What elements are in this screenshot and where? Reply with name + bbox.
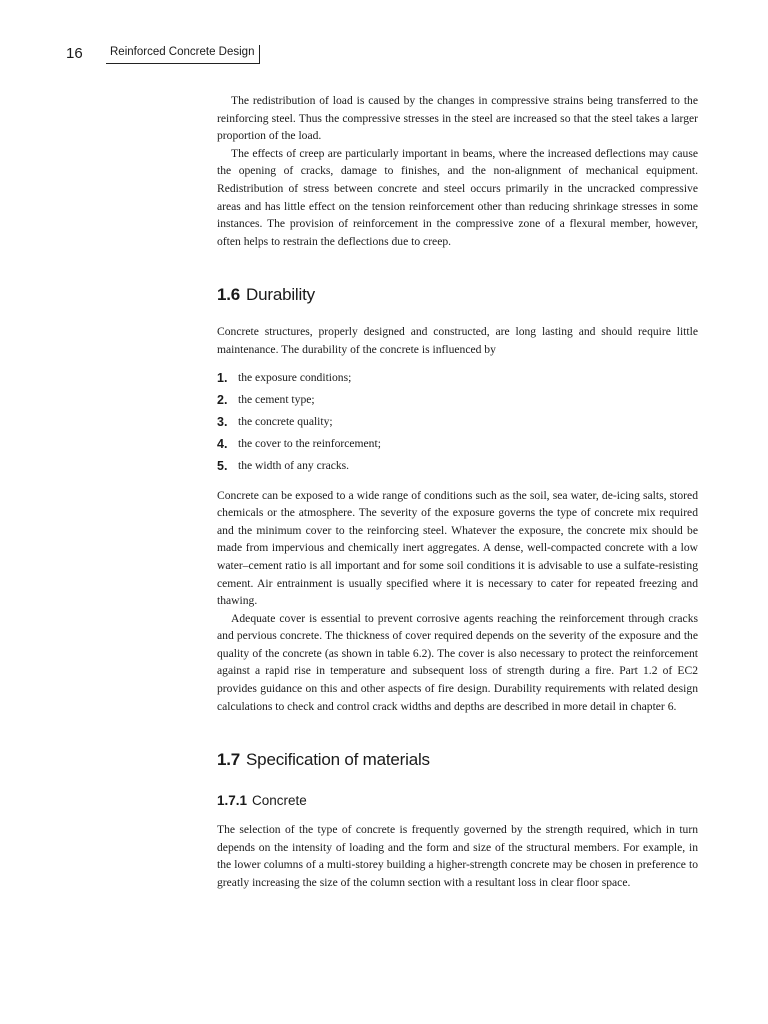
- page-body: [217, 92, 698, 892]
- durability-factors-list: [217, 367, 698, 477]
- list-item-text: the width of any cracks.: [238, 458, 350, 472]
- section-heading-1-6: [217, 284, 698, 306]
- list-item: [217, 367, 698, 389]
- section-number: 1.6: [217, 285, 241, 305]
- section-number: 1.7: [217, 750, 241, 770]
- list-item-text: the exposure conditions;: [238, 370, 352, 384]
- durability-paragraph-3: Adequate cover is essential to prevent corrosive agents reaching the reinforcement through cracks and pervious concrete. The thickness of cover required depends on the severity of the exposure and the quality of the concrete (as shown in table 6.2). The cover is also necessary to protect the reinforcement against a rapid rise in temperature and subsequent loss of strength during a fire. Part 1.2 of EC2 provides guidance on this and other aspects of fire design. Durability requirements with related design calculations to check and control crack widths and depths are described in more detail in chapter 6.: [217, 611, 698, 713]
- intro-paragraph-1: The redistribution of load is caused by the changes in compressive strains being transferred to the reinforcing steel. Thus the compressive stresses in the steel are increased so that the steel takes a larger proportion of the load.: [217, 94, 698, 143]
- list-item-text: the cover to the reinforcement;: [238, 436, 381, 450]
- list-item-text: the concrete quality;: [238, 414, 333, 428]
- intro-paragraph-2: The effects of creep are particularly important in beams, where the increased deflections may cause the opening of cracks, damage to finishes, and the non-alignment of mechanical equipment. Redistribution of stress between concrete and steel occurs primarily in the uncracked compressive areas and has little effect on the tension reinforcement other than reducing shrinkage stresses in some instances. The provision of reinforcement in the compressive zone of a flexural member, however, often helps to restrain the deflections due to creep.: [217, 146, 698, 248]
- list-item: [217, 389, 698, 411]
- section-title: Specification of materials: [246, 750, 430, 770]
- list-item: [217, 433, 698, 455]
- list-item: [217, 411, 698, 433]
- list-item-number: 4.: [217, 436, 228, 451]
- subsection-number: 1.7.1: [217, 793, 248, 809]
- page-number: 16: [66, 45, 83, 62]
- list-item-number: 3.: [217, 414, 228, 429]
- running-title: Reinforced Concrete Design: [106, 45, 260, 64]
- section-title: Durability: [246, 285, 315, 305]
- concrete-paragraph-1: The selection of the type of concrete is frequently governed by the strength required, which in turn depends on the intensity of loading and the form and size of the structural members. For example, in the lower columns of a multi-storey building a higher-strength concrete may be chosen in preference to greatly increasing the size of the column section with a resultant loss in clear floor space.: [217, 823, 698, 890]
- list-item-text: the cement type;: [238, 392, 315, 406]
- durability-paragraph-2: Concrete can be exposed to a wide range of conditions such as the soil, sea water, de-icing salts, stored chemicals or the atmosphere. The severity of the exposure governs the type of concrete mix required and the minimum cover to the reinforcing steel. Whatever the exposure, the concrete mix should be made from impervious and chemically inert aggregates. A dense, well-compacted concrete with a low water–cement ratio is all important and for some soil conditions it is advisable to use a sulfate-resisting cement. Air entrainment is usually specified where it is necessary to cater for repeated freezing and thawing.: [217, 488, 698, 608]
- page-header: [66, 44, 260, 64]
- subsection-heading-1-7-1: [217, 792, 698, 810]
- subsection-title: Concrete: [252, 793, 307, 809]
- list-item-number: 1.: [217, 370, 228, 385]
- list-item: [217, 455, 698, 477]
- section-heading-1-7: [217, 749, 698, 771]
- list-item-number: 2.: [217, 392, 228, 407]
- durability-paragraph-1: Concrete structures, properly designed and constructed, are long lasting and should require little maintenance. The durability of the concrete is influenced by: [217, 325, 698, 356]
- list-item-number: 5.: [217, 458, 228, 473]
